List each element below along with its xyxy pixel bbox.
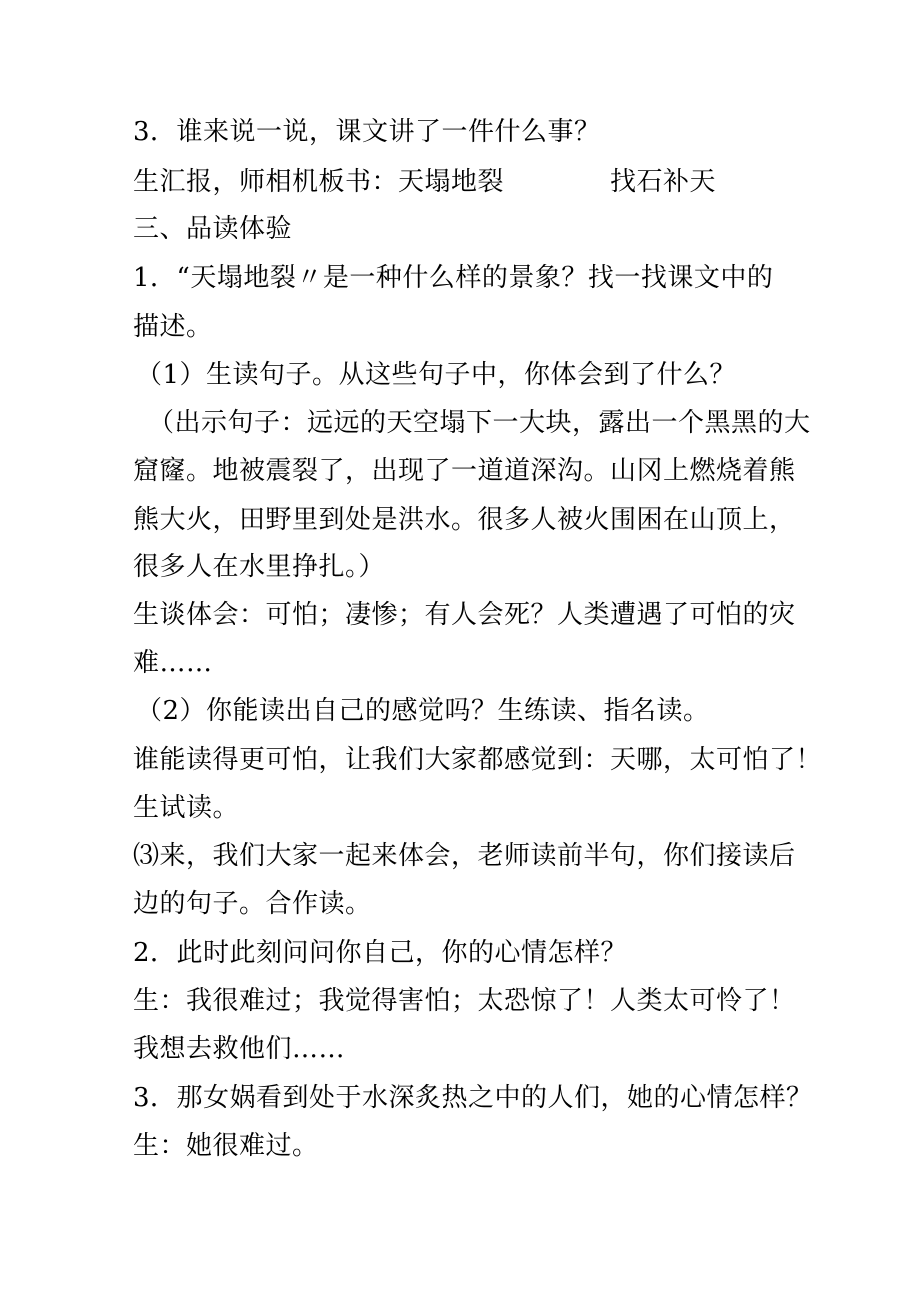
student-response-line-2: 难…… [133, 648, 213, 678]
student-response-line-1: 生谈体会：可怕；凄惨；有人会死？人类遭遇了可怕的灾 [133, 600, 796, 630]
student-feeling-line-1: 生：我很难过；我觉得害怕；太恐惊了！人类太可怜了！ [133, 986, 796, 1016]
question-3-line: 3．谁来说一说，课文讲了一件什么事？ [133, 117, 601, 147]
quoted-sentence-line-4: 很多人在水里挣扎。） [133, 552, 386, 582]
blackboard-line: 生汇报，师相机板书：天塌地裂 找石补天 [133, 167, 717, 197]
step-3-continuation: 边的句子。合作读。 [133, 889, 372, 919]
student-feeling-line-2: 我想去救他们…… [133, 1034, 346, 1064]
read-prompt-line: 谁能读得更可怕，让我们大家都感觉到：天哪，太可怕了！ [133, 745, 823, 775]
question-3b-line: 3．那女娲看到处于水深炙热之中的人们，她的心情怎样？ [133, 1083, 813, 1113]
student-read-line: 生试读。 [133, 793, 240, 823]
quoted-sentence-line-1: （出示句子：远远的天空塌下一大块，露出一个黑黑的大 [148, 408, 811, 438]
quoted-sentence-line-3: 熊大火，田野里到处是洪水。很多人被火围困在山顶上， [133, 505, 796, 535]
question-1-continuation: 描述。 [133, 312, 213, 342]
question-1-line: 1．“天塌地裂〃是一种什么样的景象？找一找课文中的 [133, 263, 774, 293]
section-heading: 三、品读体验 [133, 214, 293, 244]
step-2-line: （2）你能读出自己的感觉吗？生练读、指名读。 [136, 696, 710, 726]
step-3-line: ⑶来，我们大家一起来体会，老师读前半句，你们接读后 [133, 841, 796, 871]
question-2-line: 2．此时此刻问问你自己，你的心情怎样？ [133, 938, 628, 968]
step-1-line: （1）生读句子。从这些句子中，你体会到了什么？ [136, 360, 737, 390]
quoted-sentence-line-2: 窟窿。地被震裂了，出现了一道道深沟。山冈上燃烧着熊 [133, 456, 796, 486]
student-answer-line: 生：她很难过。 [133, 1131, 319, 1161]
